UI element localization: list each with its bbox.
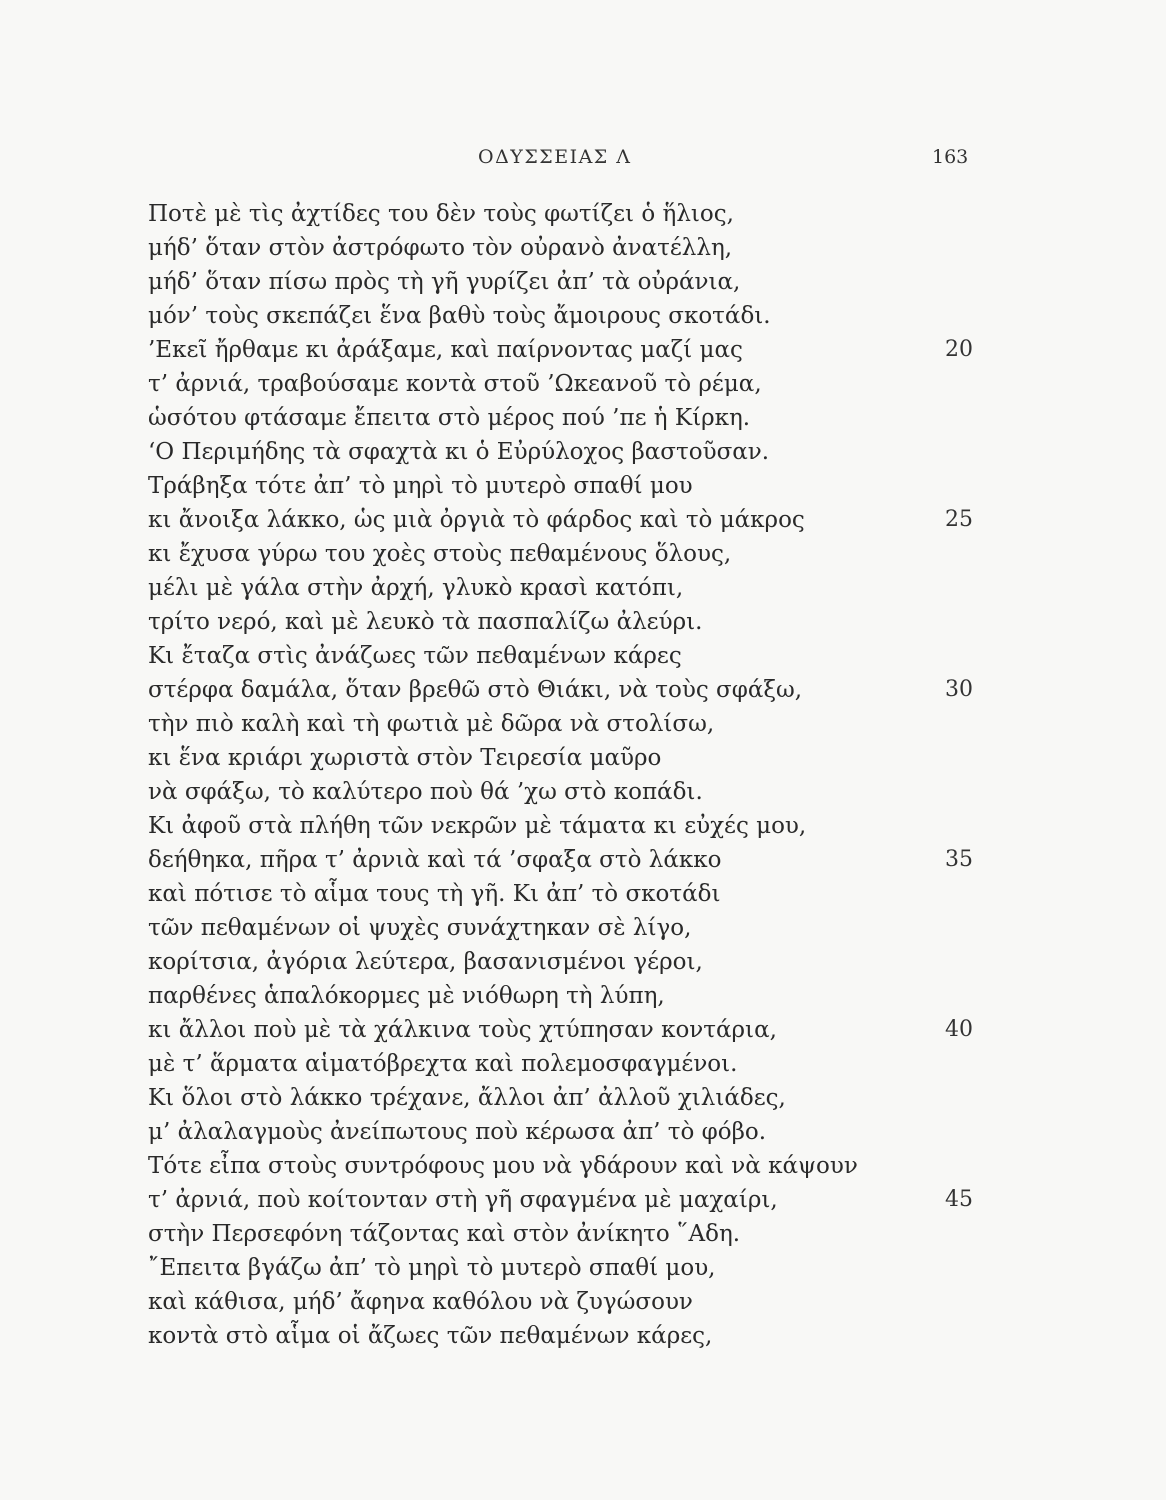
verse-line <box>148 1183 1008 1217</box>
verse-line <box>148 537 1008 571</box>
line-number: 40 <box>945 1017 973 1042</box>
verse-text: τὴν πιὸ καλὴ καὶ τὴ φωτιὰ μὲ δῶρα νὰ στολίσω, <box>148 711 715 737</box>
verse-text: τ’ ἀρνιά, ποὺ κοίτονταν στὴ γῆ σφαγμένα μὲ μαχαίρι, <box>148 1187 778 1213</box>
verse-text: τῶν πεθαμένων οἱ ψυχὲς συνάχτηκαν σὲ λίγο, <box>148 915 692 941</box>
verse-line <box>148 1047 1008 1081</box>
verse-text: στὴν Περσεφόνη τάζοντας καὶ στὸν ἀνίκητο ῞Αδη. <box>148 1221 741 1247</box>
running-title: ΟΔΥΣΣΕΙΑΣ Λ <box>478 146 632 168</box>
verse-line <box>148 605 1008 639</box>
line-number: 45 <box>945 1187 973 1212</box>
verse-text: νὰ σφάξω, τὸ καλύτερο ποὺ θά ’χω στὸ κοπάδι. <box>148 779 703 805</box>
verse-line <box>148 503 1008 537</box>
verse-line <box>148 435 1008 469</box>
verse-text: μὲ τ’ ἅρματα αἱματόβρεχτα καὶ πολεμοσφαγμένοι. <box>148 1051 738 1077</box>
verse-line <box>148 1217 1008 1251</box>
page-number: 163 <box>932 146 969 168</box>
verse-text: κι ἄνοιξα λάκκο, ὡς μιὰ ὀργιὰ τὸ φάρδος καὶ τὸ μάκρος <box>148 507 805 533</box>
verse-line <box>148 809 1008 843</box>
verse-text: Τότε εἶπα στοὺς συντρόφους μου νὰ γδάρουν καὶ νὰ κάψουν <box>148 1153 858 1179</box>
line-number: 20 <box>945 337 973 362</box>
verse-text: ῎Επειτα βγάζω ἀπ’ τὸ μηρὶ τὸ μυτερὸ σπαθί μου, <box>148 1255 716 1281</box>
verse-text: ‘Ο Περιμήδης τὰ σφαχτὰ κι ὁ Εὐρύλοχος βαστοῦσαν. <box>148 439 770 465</box>
line-number: 35 <box>945 847 973 872</box>
verse-text: κι ἕνα κριάρι χωριστὰ στὸν Τειρεσία μαῦρο <box>148 745 662 771</box>
verse-text: στέρφα δαμάλα, ὅταν βρεθῶ στὸ Θιάκι, νὰ τοὺς σφάξω, <box>148 677 803 703</box>
verse-text: ὡσότου φτάσαμε ἔπειτα στὸ μέρος πού ’πε ἡ Κίρκη. <box>148 405 751 431</box>
verse-line <box>148 673 1008 707</box>
verse-text: κι ἄλλοι ποὺ μὲ τὰ χάλκινα τοὺς χτύπησαν κοντάρια, <box>148 1017 777 1043</box>
verse-text: μήδ’ ὅταν στὸν ἀστρόφωτο τὸν οὐρανὸ ἀνατέλλη, <box>148 235 733 261</box>
verse-text: μ’ ἀλαλαγμοὺς ἀνείπωτους ποὺ κέρωσα ἀπ’ τὸ φόβο. <box>148 1119 767 1145</box>
verse-text: Κι ἀφοῦ στὰ πλήθη τῶν νεκρῶν μὲ τάματα κι εὐχές μου, <box>148 813 807 839</box>
verse-text: Ποτὲ μὲ τὶς ἀχτίδες του δὲν τοὺς φωτίζει ὁ ἥλιος, <box>148 201 734 227</box>
verse-line <box>148 469 1008 503</box>
verse-line <box>148 1285 1008 1319</box>
verse-text: μήδ’ ὅταν πίσω πρὸς τὴ γῆ γυρίζει ἀπ’ τὰ οὐράνια, <box>148 269 741 295</box>
verse-line <box>148 571 1008 605</box>
verse-text: Κι ἔταζα στὶς ἀνάζωες τῶν πεθαμένων κάρες <box>148 643 682 669</box>
verse-text: δεήθηκα, πῆρα τ’ ἀρνιὰ καὶ τά ’σφαξα στὸ λάκκο <box>148 847 722 873</box>
verse-line <box>148 367 1008 401</box>
verse-text: παρθένες ἁπαλόκορμες μὲ νιόθωρη τὴ λύπη, <box>148 983 665 1009</box>
verse-text: Τράβηξα τότε ἀπ’ τὸ μηρὶ τὸ μυτερὸ σπαθί μου <box>148 473 693 499</box>
verse-text: καὶ πότισε τὸ αἷμα τους τὴ γῆ. Κι ἀπ’ τὸ σκοτάδι <box>148 881 721 907</box>
verse-text: ’Εκεῖ ἤρθαμε κι ἀράξαμε, καὶ παίρνοντας μαζί μας <box>148 337 743 363</box>
verse-line <box>148 1149 1008 1183</box>
verse-text: καὶ κάθισα, μήδ’ ἄφηνα καθόλου νὰ ζυγώσουν <box>148 1289 693 1315</box>
verse-line <box>148 1319 1008 1353</box>
verse-line <box>148 843 1008 877</box>
verse-text: Κι ὅλοι στὸ λάκκο τρέχανε, ἄλλοι ἀπ’ ἀλλοῦ χιλιάδες, <box>148 1085 786 1111</box>
verse-text: κορίτσια, ἀγόρια λεύτερα, βασανισμένοι γέροι, <box>148 949 703 975</box>
verse-text: τ’ ἀρνιά, τραβούσαμε κοντὰ στοῦ ’Ωκεανοῦ τὸ ρέμα, <box>148 371 762 397</box>
verse-text: κοντὰ στὸ αἷμα οἱ ἄζωες τῶν πεθαμένων κάρες, <box>148 1323 713 1349</box>
verse-text: μόν’ τοὺς σκεπάζει ἕνα βαθὺ τοὺς ἄμοιρους σκοτάδι. <box>148 303 771 329</box>
verse-line <box>148 639 1008 673</box>
verse-line <box>148 333 1008 367</box>
verse-line <box>148 911 1008 945</box>
verse-line <box>148 775 1008 809</box>
verse-line <box>148 877 1008 911</box>
verse-line <box>148 1081 1008 1115</box>
verse-line <box>148 945 1008 979</box>
verse-text: τρίτο νερό, καὶ μὲ λευκὸ τὰ πασπαλίζω ἀλεύρι. <box>148 609 703 635</box>
verse-line <box>148 979 1008 1013</box>
verse-line <box>148 231 1008 265</box>
running-header <box>0 146 1166 176</box>
verse-line <box>148 197 1008 231</box>
verse-line <box>148 1013 1008 1047</box>
verse-line <box>148 299 1008 333</box>
verse-line <box>148 741 1008 775</box>
verse-line <box>148 401 1008 435</box>
verse-text: κι ἔχυσα γύρω του χοὲς στοὺς πεθαμένους ὅλους, <box>148 541 732 567</box>
verse-line <box>148 707 1008 741</box>
verse-line <box>148 1251 1008 1285</box>
line-number: 25 <box>945 507 973 532</box>
poem-text <box>148 197 1008 1353</box>
line-number: 30 <box>945 677 973 702</box>
verse-line <box>148 265 1008 299</box>
verse-text: μέλι μὲ γάλα στὴν ἀρχή, γλυκὸ κρασὶ κατόπι, <box>148 575 684 601</box>
verse-line <box>148 1115 1008 1149</box>
